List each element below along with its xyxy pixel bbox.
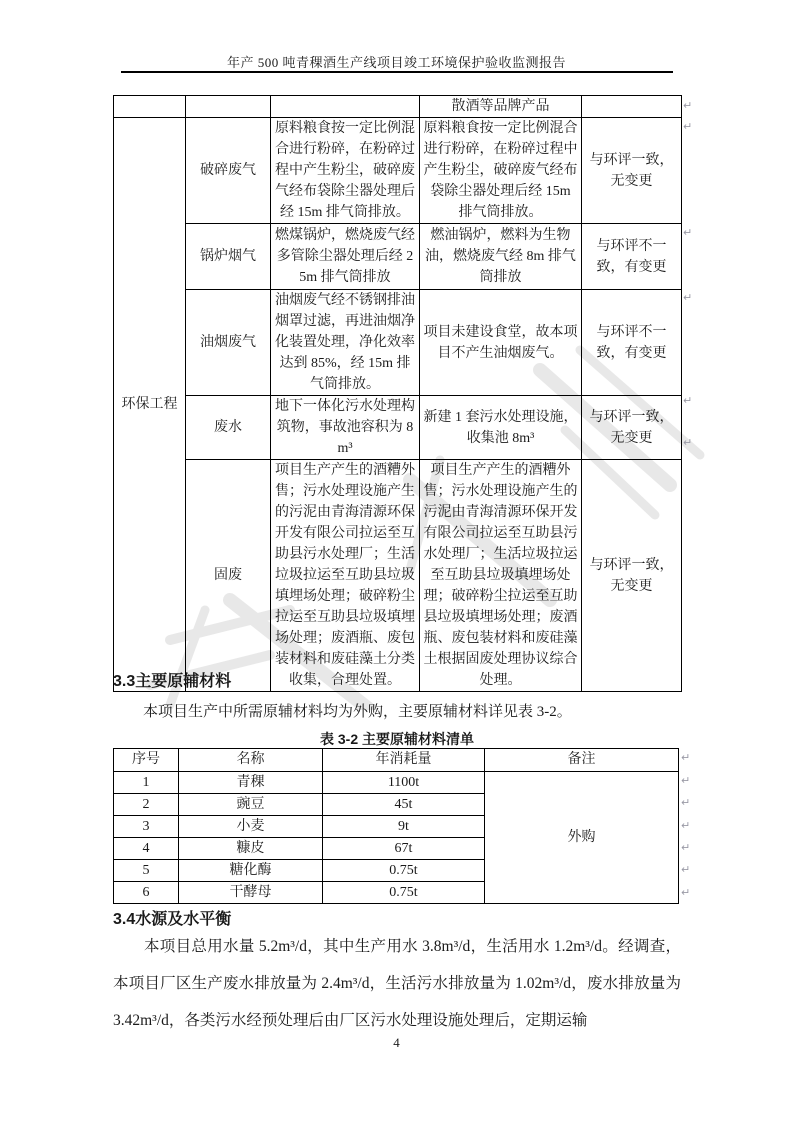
- return-mark-icon: ↵: [681, 796, 691, 809]
- table-cell: 2: [114, 794, 179, 816]
- table-row: [114, 772, 679, 794]
- return-mark-icon: ↵: [681, 751, 691, 764]
- table-cell: 原料粮食按一定比例混合进行粉碎，在粉碎过程中产生粉尘，破碎废气经布袋除尘器处理后经 15m 排气筒排放。: [271, 118, 420, 224]
- page-number: 4: [393, 1035, 400, 1050]
- table-cell: [271, 96, 420, 118]
- table-cell-conclusion: 与环评一致，无变更: [582, 460, 682, 692]
- table-cell: 地下一体化污水处理构筑物，事故池容积为 8m³: [271, 396, 420, 460]
- table-cell-conclusion: 与环评一致，无变更: [582, 396, 682, 460]
- section-3-4-heading: 3.4水源及水平衡: [113, 911, 232, 928]
- return-mark-icon: ↵: [683, 436, 693, 449]
- table-cell: 糠皮: [179, 838, 323, 860]
- table-cell-label: 油烟废气: [186, 290, 271, 396]
- table-cell: 干酵母: [179, 882, 323, 904]
- table-cell: 1: [114, 772, 179, 794]
- table-cell: 0.75t: [323, 882, 485, 904]
- table-cell-conclusion: 与环评不一致，有变更: [582, 224, 682, 290]
- table-cell: 1100t: [323, 772, 485, 794]
- table-cell-category: 环保工程: [114, 118, 186, 692]
- table-cell: [186, 96, 271, 118]
- table-cell: 青稞: [179, 772, 323, 794]
- table-3-2-caption: 表 3-2 主要原辅材料清单: [319, 731, 474, 747]
- table-cell: 9t: [323, 816, 485, 838]
- table-cell: 3: [114, 816, 179, 838]
- table-cell: 5: [114, 860, 179, 882]
- document-header-title: 年产 500 吨青稞酒生产线项目竣工环境保护验收监测报告: [226, 55, 566, 70]
- return-mark-icon: ↵: [683, 99, 693, 112]
- table-cell-label: 固废: [186, 460, 271, 692]
- table-cell-conclusion: 与环评不一致，有变更: [582, 290, 682, 396]
- return-mark-icon: ↵: [681, 841, 691, 854]
- table-cell: 项目生产产生的酒糟外售；污水处理设施产生的污泥由青海清源环保开发有限公司拉运至互助县污水处理厂；生活垃圾拉运至互助县垃圾填埋场处理；破碎粉尘拉运至互助县垃圾填埋场处理；废酒瓶、废包装材料和废硅藻土分类收集，合理处置。: [271, 460, 420, 692]
- table-cell: 燃油锅炉，燃料为生物油，燃烧废气经 8m 排气筒排放: [420, 224, 582, 290]
- header-rule: [121, 71, 673, 73]
- table-cell-conclusion: 与环评一致，无变更: [582, 118, 682, 224]
- column-header: 年消耗量: [323, 749, 485, 772]
- table-row: [114, 460, 682, 692]
- table-cell: [114, 96, 186, 118]
- table-cell: 燃煤锅炉，燃烧废气经多管除尘器处理后经 25m 排气筒排放: [271, 224, 420, 290]
- table-cell-remark: 外购: [485, 772, 679, 904]
- table-row: [114, 224, 682, 290]
- raw-materials-table: [113, 748, 679, 904]
- table-cell: 4: [114, 838, 179, 860]
- column-header: 名称: [179, 749, 323, 772]
- table-header-row: [114, 749, 679, 772]
- table-cell-label: 破碎废气: [186, 118, 271, 224]
- table-cell: 新建 1 套污水处理设施，收集池 8m³: [420, 396, 582, 460]
- table-row: [114, 290, 682, 396]
- return-mark-icon: ↵: [681, 774, 691, 787]
- return-mark-icon: ↵: [683, 120, 693, 133]
- table-cell: [582, 96, 682, 118]
- table-row: [114, 96, 682, 118]
- table-cell: 散酒等品牌产品: [420, 96, 582, 118]
- table-cell: 油烟废气经不锈钢排油烟罩过滤，再进油烟净化装置处理，净化效率达到 85%，经 15m 排气筒排放。: [271, 290, 420, 396]
- return-mark-icon: ↵: [683, 394, 693, 407]
- table-cell-label: 废水: [186, 396, 271, 460]
- return-mark-icon: ↵: [681, 819, 691, 832]
- return-mark-icon: ↵: [681, 863, 691, 876]
- table-cell: 项目生产产生的酒糟外售；污水处理设施产生的污泥由青海清源环保开发有限公司拉运至互助县污水处理厂；生活垃圾拉运至互助县垃圾填埋场处理；破碎粉尘拉运至互助县垃圾填埋场处理；废酒瓶、废包装材料和废硅藻土根据固废处理协议综合处理。: [420, 460, 582, 692]
- table-cell: 项目未建设食堂，故本项目不产生油烟废气。: [420, 290, 582, 396]
- column-header: 备注: [485, 749, 679, 772]
- return-mark-icon: ↵: [683, 291, 693, 304]
- section-3-3-paragraph: 本项目生产中所需原辅材料均为外购，主要原辅材料详见表 3-2。: [143, 704, 572, 720]
- table-cell: 原料粮食按一定比例混合进行粉碎，在粉碎过程中产生粉尘，破碎废气经布袋除尘器处理后经 15m 排气筒排放。: [420, 118, 582, 224]
- table-row: [114, 118, 682, 224]
- table-cell-label: 锅炉烟气: [186, 224, 271, 290]
- section-3-3-heading: 3.3主要原辅材料: [113, 673, 232, 690]
- table-cell: 0.75t: [323, 860, 485, 882]
- table-cell: 6: [114, 882, 179, 904]
- table-cell: 45t: [323, 794, 485, 816]
- section-3-4-paragraph: 本项目总用水量 5.2m³/d，其中生产用水 3.8m³/d，生活用水 1.2m³/d。经调查，本项目厂区生产废水排放量为 2.4m³/d，生活污水排放量为 1.02m³/d，废水排放量为 3.42m³/d，各类污水经预处理后由厂区污水处理设施处理后，定期运输: [113, 938, 681, 1029]
- return-mark-icon: ↵: [683, 226, 693, 239]
- return-mark-icon: ↵: [681, 886, 691, 899]
- table-cell: 小麦: [179, 816, 323, 838]
- table-cell: 豌豆: [179, 794, 323, 816]
- table-row: [114, 396, 682, 460]
- env-protection-table: [113, 95, 682, 692]
- table-cell: 糖化酶: [179, 860, 323, 882]
- column-header: 序号: [114, 749, 179, 772]
- table-cell: 67t: [323, 838, 485, 860]
